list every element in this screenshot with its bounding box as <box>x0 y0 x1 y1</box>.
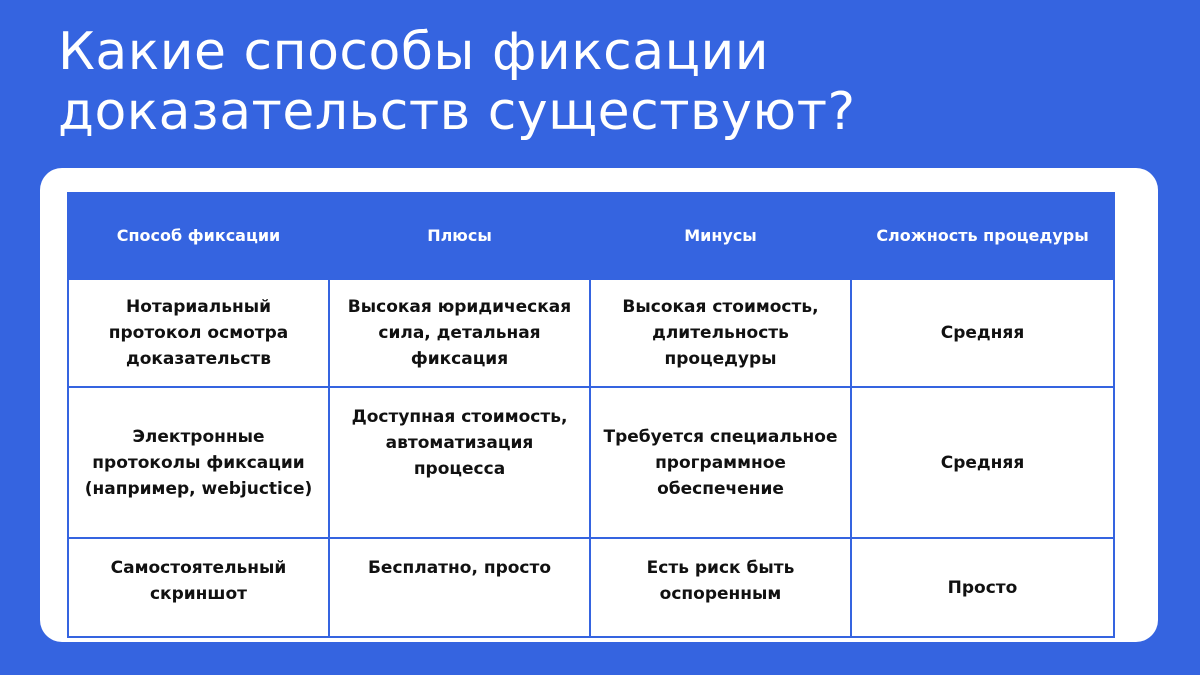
table-row <box>68 387 1114 538</box>
cell-cons: Есть риск быть оспоренным <box>590 538 851 637</box>
cell-cons: Требуется специальное программное обеспечение <box>590 387 851 538</box>
slide-title-line-1: Какие способы фиксации <box>58 22 770 82</box>
cell-pros: Доступная стоимость, автоматизация процесса <box>329 387 590 538</box>
slide-title <box>58 22 1158 142</box>
cell-pros: Высокая юридическая сила, детальная фиксация <box>329 279 590 387</box>
cell-complexity: Просто <box>851 538 1114 637</box>
header-pros: Плюсы <box>329 193 590 279</box>
cell-method: Электронные протоколы фиксации (например, webjuctice) <box>68 387 329 538</box>
header-method: Способ фиксации <box>68 193 329 279</box>
cell-method: Самостоятельный скриншот <box>68 538 329 637</box>
slide-title-line-2: доказательств существуют? <box>58 82 856 142</box>
table-row <box>68 538 1114 637</box>
cell-complexity: Средняя <box>851 387 1114 538</box>
cell-method: Нотариальный протокол осмотра доказательств <box>68 279 329 387</box>
evidence-methods-table <box>67 192 1115 638</box>
header-cons: Минусы <box>590 193 851 279</box>
header-complexity: Сложность процедуры <box>851 193 1114 279</box>
table-header-row <box>68 193 1114 279</box>
table-row <box>68 279 1114 387</box>
cell-pros: Бесплатно, просто <box>329 538 590 637</box>
cell-cons: Высокая стоимость, длительность процедуры <box>590 279 851 387</box>
cell-complexity: Средняя <box>851 279 1114 387</box>
